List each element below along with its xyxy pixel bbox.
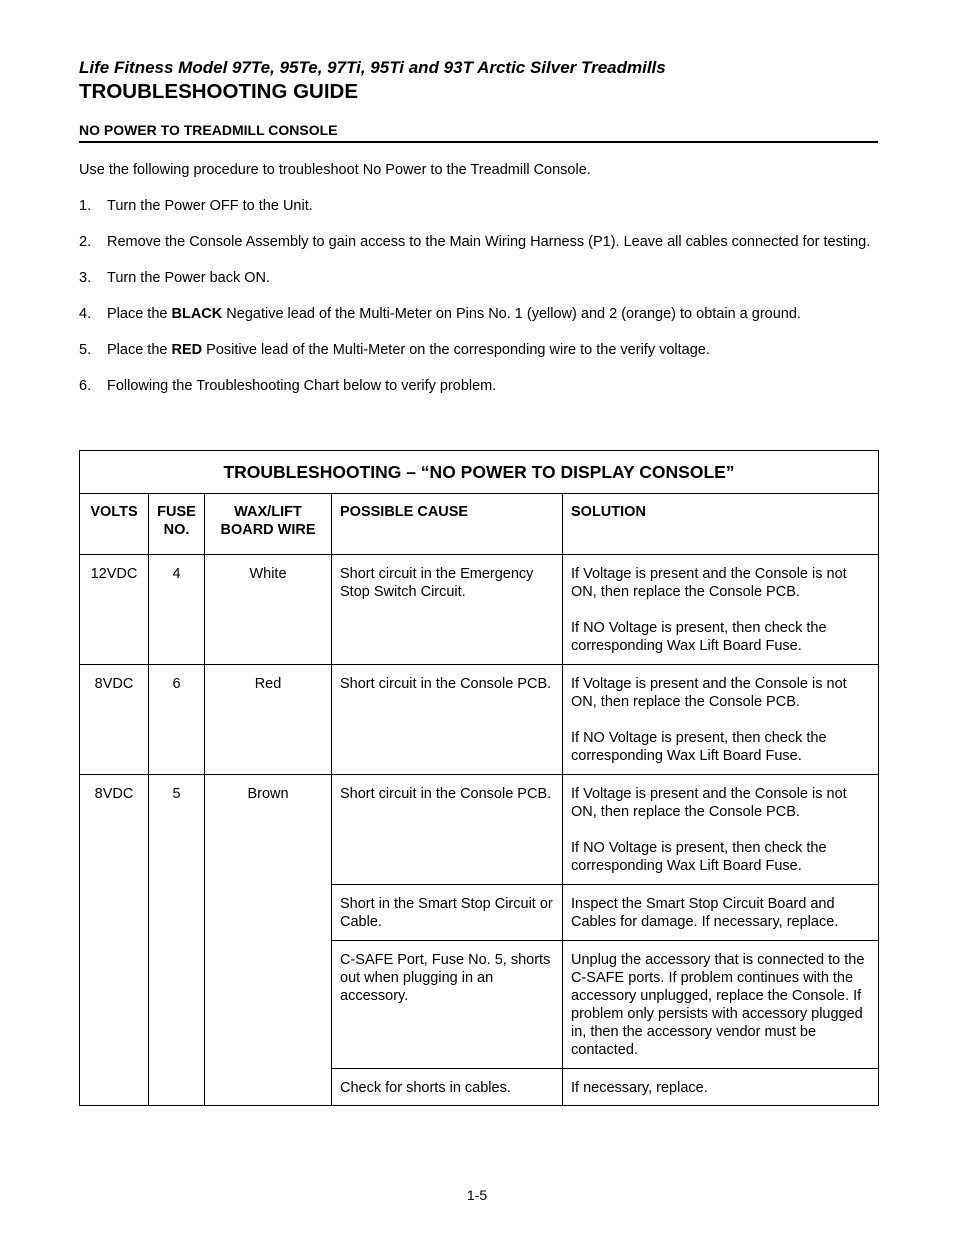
header-possible-cause: POSSIBLE CAUSE <box>332 494 563 555</box>
document-title: TROUBLESHOOTING GUIDE <box>79 80 359 103</box>
step-number: 1. <box>79 198 92 214</box>
step-item <box>79 270 879 288</box>
cell-cause: Short circuit in the Console PCB. <box>332 775 563 885</box>
cell-fuse: 4 <box>149 555 205 665</box>
cell-solution: If Voltage is present and the Console is not ON, then replace the Console PCB. If NO Voltage is present, then check the corresponding Wax Lift Board Fuse. <box>563 775 879 885</box>
table-caption: TROUBLESHOOTING – “NO POWER TO DISPLAY CONSOLE” <box>80 451 879 494</box>
cell-solution: Unplug the accessory that is connected to the C-SAFE ports. If problem continues with the accessory unplugged, replace the Console. If problem only persists with accessory plugged in, then the accessory vendor must be contacted. <box>563 941 879 1069</box>
step-text-emphasis: BLACK <box>171 306 223 322</box>
step-text: Following the Troubleshooting Chart below to verify problem. <box>107 378 497 394</box>
step-number: 6. <box>79 378 92 394</box>
table-row <box>80 555 879 665</box>
section-heading: NO POWER TO TREADMILL CONSOLE <box>79 122 338 138</box>
step-text-post: Negative lead of the Multi-Meter on Pins No. 1 (yellow) and 2 (orange) to obtain a ground. <box>222 306 801 322</box>
step-number: 2. <box>79 234 92 250</box>
cell-volts: 8VDC <box>80 665 149 775</box>
table-row <box>80 775 879 885</box>
table-header-row <box>80 494 879 555</box>
step-item <box>79 234 879 252</box>
cell-cause: Short circuit in the Console PCB. <box>332 665 563 775</box>
cell-solution: Inspect the Smart Stop Circuit Board and Cables for damage. If necessary, replace. <box>563 885 879 941</box>
step-item <box>79 378 879 396</box>
troubleshooting-table <box>79 450 879 1106</box>
step-text-post: Positive lead of the Multi-Meter on the corresponding wire to the verify voltage. <box>202 342 710 358</box>
step-number: 5. <box>79 342 92 358</box>
step-item <box>79 306 879 324</box>
cell-wire: Red <box>205 665 332 775</box>
step-text: Remove the Console Assembly to gain access to the Main Wiring Harness (P1). Leave all cables connected for testing. <box>107 234 871 250</box>
cell-cause: C-SAFE Port, Fuse No. 5, shorts out when plugging in an accessory. <box>332 941 563 1069</box>
header-solution: SOLUTION <box>563 494 879 555</box>
procedure-steps <box>79 198 879 414</box>
step-text-emphasis: RED <box>171 342 203 358</box>
step-item <box>79 342 879 360</box>
cell-solution: If Voltage is present and the Console is not ON, then replace the Console PCB. If NO Voltage is present, then check the corresponding Wax Lift Board Fuse. <box>563 665 879 775</box>
step-number: 4. <box>79 306 92 322</box>
cell-volts: 12VDC <box>80 555 149 665</box>
cell-wire: Brown <box>205 775 332 1106</box>
header-volts: VOLTS <box>80 494 149 555</box>
section-divider <box>79 141 878 143</box>
header-wax-lift-board-wire: WAX/LIFT BOARD WIRE <box>205 494 332 555</box>
step-number: 3. <box>79 270 92 286</box>
cell-volts: 8VDC <box>80 775 149 1106</box>
cell-cause: Short circuit in the Emergency Stop Switch Circuit. <box>332 555 563 665</box>
step-text-pre: Place the <box>107 306 172 322</box>
step-text: Turn the Power OFF to the Unit. <box>107 198 313 214</box>
document-subtitle: Life Fitness Model 97Te, 95Te, 97Ti, 95Ti and 93T Arctic Silver Treadmills <box>79 58 666 77</box>
page-number: 1-5 <box>466 1187 488 1203</box>
intro-paragraph: Use the following procedure to troubleshoot No Power to the Treadmill Console. <box>79 162 591 178</box>
step-item <box>79 198 879 216</box>
cell-cause: Short in the Smart Stop Circuit or Cable. <box>332 885 563 941</box>
table-row <box>80 665 879 775</box>
cell-cause: Check for shorts in cables. <box>332 1069 563 1106</box>
step-text-pre: Place the <box>107 342 172 358</box>
cell-solution: If necessary, replace. <box>563 1069 879 1106</box>
header-fuse-no: FUSE NO. <box>149 494 205 555</box>
cell-fuse: 5 <box>149 775 205 1106</box>
cell-wire: White <box>205 555 332 665</box>
cell-fuse: 6 <box>149 665 205 775</box>
cell-solution: If Voltage is present and the Console is not ON, then replace the Console PCB. If NO Voltage is present, then check the corresponding Wax Lift Board Fuse. <box>563 555 879 665</box>
step-text: Turn the Power back ON. <box>107 270 271 286</box>
